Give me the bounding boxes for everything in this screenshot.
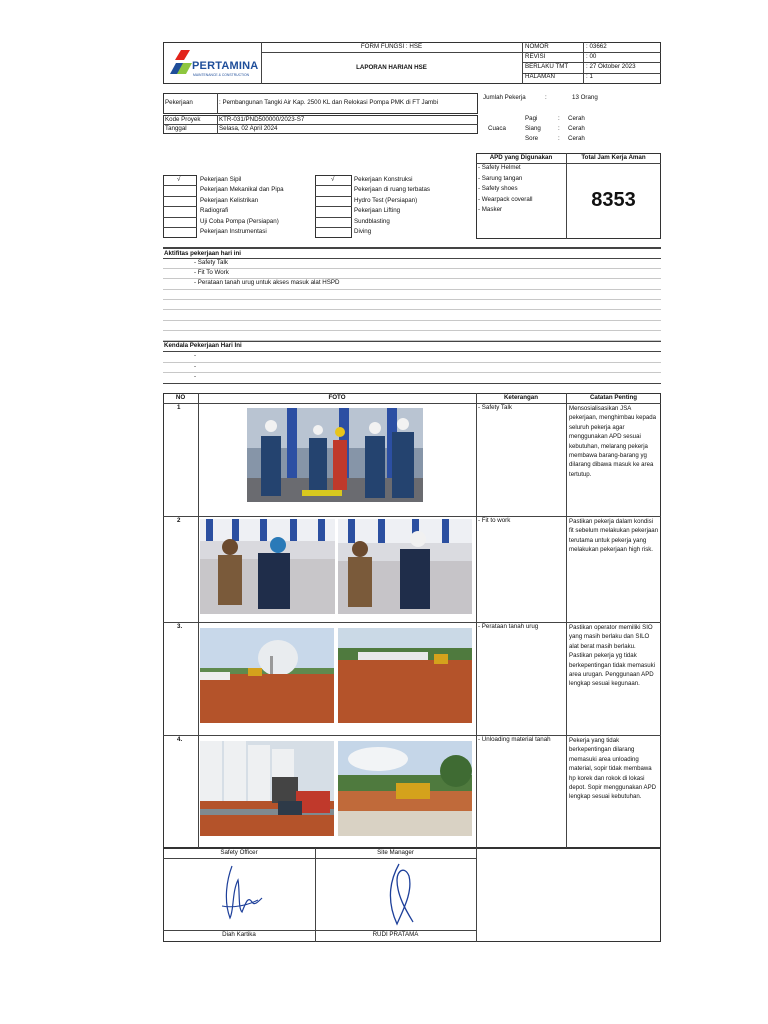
photo-perataan-2 bbox=[338, 628, 472, 723]
site-manager-title: Site Manager bbox=[377, 849, 414, 856]
pertamina-logo-icon bbox=[170, 50, 192, 78]
jumlah-pekerja-label: Jumlah Pekerja bbox=[483, 94, 526, 101]
col-keterangan-header: Keterangan bbox=[503, 394, 539, 401]
photo-perataan-1 bbox=[200, 628, 334, 723]
row-4-catatan: Pekerja yang tidak berkepentingan dilarang memasuki area unloading material, sopir tidak membawa hp korek dan rokok di lokasi depot. Sopir menggunakan APD lengkap sesuai kebutuhan. bbox=[569, 737, 657, 801]
site-manager-signature bbox=[383, 862, 419, 928]
meta-label-halaman: HALAMAN bbox=[525, 73, 555, 80]
work-type-ruang-terbatas: Pekerjaan di ruang terbatas bbox=[354, 186, 431, 193]
report-title: LAPORAN HARIAN HSE bbox=[356, 64, 427, 71]
form-function: FORM FUNGSI : HSE bbox=[360, 43, 423, 50]
activity-item-2: - Fit To Work bbox=[194, 269, 229, 276]
row-3-catatan: Pastikan operator memiliki SIO yang masih berlaku dan SILO alat berat masih berlaku. Pastikan pekerja yg tidak berkepentingan tidak memasuki area urugan. Penggunaan APD lengkap sesuai kegunaan. bbox=[569, 624, 656, 688]
meta-label-nomor: NOMOR bbox=[525, 43, 549, 50]
photo-unloading-1 bbox=[200, 741, 334, 836]
safety-officer-title: Safety Officer bbox=[220, 849, 258, 856]
obstacle-item-3: - bbox=[194, 373, 197, 380]
cuaca-sore-colon: : bbox=[558, 135, 560, 142]
check-sipil: √ bbox=[177, 176, 181, 183]
work-type-uji-coba: Uji Coba Pompa (Persiapan) bbox=[200, 218, 279, 225]
tanggal-value: Selasa, 02 April 2024 bbox=[219, 125, 278, 132]
photo-fit-to-work-2 bbox=[338, 519, 472, 614]
row-4-keterangan: - Unloading material tanah bbox=[478, 736, 551, 743]
cuaca-label: Cuaca bbox=[488, 125, 506, 132]
col-foto-header: FOTO bbox=[328, 394, 346, 401]
row-1-keterangan: - Safety Talk bbox=[478, 404, 512, 411]
cuaca-pagi-label: Pagi bbox=[525, 115, 538, 122]
work-type-radiografi: Radiografi bbox=[200, 207, 229, 214]
meta-value-halaman: : 1 bbox=[586, 73, 593, 80]
total-jam-value: 8353 bbox=[591, 189, 636, 211]
meta-label-berlaku: BERLAKU TMT bbox=[525, 63, 569, 70]
work-type-sundblasting: Sundblasting bbox=[354, 218, 390, 225]
tanggal-label: Tanggal bbox=[165, 125, 187, 132]
meta-value-nomor: : 03662 bbox=[586, 43, 607, 50]
cuaca-siang-value: Cerah bbox=[568, 125, 585, 132]
row-2-keterangan: - Fit to work bbox=[478, 517, 511, 524]
apd-item-safety-shoes: - Safety shoes bbox=[478, 185, 518, 192]
work-type-sipil: Pekerjaan Sipil bbox=[200, 176, 242, 183]
meta-value-berlaku: : 27 Oktober 2023 bbox=[586, 63, 636, 70]
row-1-catatan: Mensosialisasikan JSA pekerjaan, menghimbau kepada seluruh pekerja agar menggunakan APD sesuai kebutuhan, melarang pekerja membawa barang-barang yg dilarang dibawa masuk ke area tertutup. bbox=[569, 405, 657, 478]
logo-text: PERTAMINA bbox=[192, 60, 259, 72]
logo-subtext: MAINTENANCE & CONSTRUCTION bbox=[193, 73, 250, 77]
work-type-mekanikal: Pekerjaan Mekanikal dan Pipa bbox=[200, 186, 284, 193]
site-manager-name: RUDI PRATAMA bbox=[372, 931, 419, 938]
work-type-konstruksi: Pekerjaan Konstruksi bbox=[354, 176, 413, 183]
kode-proyek-value: KTR-031/PND500000/2023-S7 bbox=[219, 116, 305, 123]
apd-item-wearpack: - Wearpack coverall bbox=[478, 196, 533, 203]
photo-unloading-2 bbox=[338, 741, 472, 836]
photo-fit-to-work-1 bbox=[200, 519, 335, 614]
obstacle-item-2: - bbox=[194, 363, 197, 370]
jumlah-pekerja-value: 13 Orang bbox=[572, 94, 598, 101]
row-3-keterangan: - Perataan tanah urug bbox=[478, 623, 539, 630]
work-type-hydro-test: Hydro Test (Persiapan) bbox=[354, 197, 418, 204]
work-type-instrumentasi: Pekerjaan Instrumentasi bbox=[200, 228, 267, 235]
cuaca-pagi-colon: : bbox=[558, 115, 560, 122]
cuaca-siang-colon: : bbox=[558, 125, 560, 132]
work-type-kelistrikan: Pekerjaan Kelistrikan bbox=[200, 197, 259, 204]
work-type-lifting: Pekerjaan Lifting bbox=[354, 207, 401, 214]
pertamina-logo bbox=[170, 50, 258, 78]
apd-item-helmet: - Safety Helmet bbox=[478, 164, 521, 171]
cuaca-siang-label: Siang bbox=[525, 125, 541, 132]
photo-safety-talk bbox=[247, 408, 423, 502]
col-catatan-header: Catatan Penting bbox=[589, 394, 638, 401]
apd-header: APD yang Digunakan bbox=[489, 154, 553, 161]
activity-item-1: - Safety Talk bbox=[194, 259, 228, 266]
meta-value-revisi: : 00 bbox=[586, 53, 597, 60]
row-2-catatan: Pastikan pekerja dalam kondisi fit sebelum melakukan pekerjaan terutama untuk pekerja yang melakukan pekerjaan high risk. bbox=[569, 518, 659, 554]
obstacles-title: Kendala Pekerjaan Hari Ini bbox=[164, 342, 242, 349]
activity-item-3: - Perataan tanah urug untuk akses masuk alat HSPD bbox=[194, 279, 340, 286]
safety-officer-signature bbox=[218, 862, 268, 924]
cuaca-pagi-value: Cerah bbox=[568, 115, 585, 122]
pekerjaan-label: Pekerjaan bbox=[165, 99, 193, 106]
pekerjaan-value: : Pembangunan Tangki Air Kap. 2500 KL dan Relokasi Pompa PMK di FT Jambi bbox=[219, 99, 438, 106]
apd-item-masker: - Masker bbox=[478, 206, 503, 213]
col-no-header: NO bbox=[175, 394, 186, 401]
row-1-no: 1 bbox=[177, 404, 181, 411]
activities-title: Aktifitas pekerjaan hari ini bbox=[164, 250, 242, 257]
obstacle-item-1: - bbox=[194, 352, 197, 359]
row-2-no: 2 bbox=[177, 517, 181, 524]
kode-proyek-label: Kode Proyek bbox=[165, 116, 201, 123]
row-4-no: 4. bbox=[177, 736, 183, 743]
safety-officer-name: Diah Kartika bbox=[222, 931, 256, 938]
work-type-diving: Diving bbox=[354, 228, 372, 235]
row-3-no: 3. bbox=[177, 623, 183, 630]
cuaca-sore-value: Cerah bbox=[568, 135, 585, 142]
check-konstruksi: √ bbox=[331, 176, 335, 183]
meta-label-revisi: REVISI bbox=[525, 53, 546, 60]
jumlah-colon: : bbox=[545, 94, 547, 101]
cuaca-sore-label: Sore bbox=[525, 135, 539, 142]
total-jam-header: Total Jam Kerja Aman bbox=[581, 154, 646, 161]
apd-item-sarung-tangan: - Sarung tangan bbox=[478, 175, 523, 182]
